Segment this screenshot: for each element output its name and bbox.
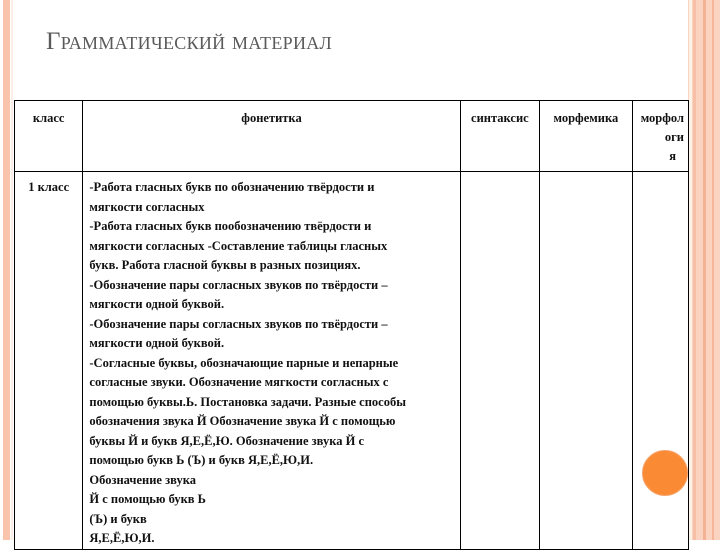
right-border-stripe (689, 0, 692, 540)
table-row (15, 172, 689, 550)
header-morphology-line: я (669, 149, 676, 163)
cell-syntax (460, 172, 539, 550)
header-class: класс (15, 101, 83, 172)
header-morphology-line: морфол (640, 111, 684, 125)
decorative-orange-circle-icon (642, 450, 688, 496)
phonetics-line: Я,Е,Ё,Ю,И. (89, 531, 155, 545)
left-border-stripe (3, 0, 10, 540)
phonetics-line: -Согласные буквы, обозначающие парные и непарные (89, 355, 399, 370)
phonetics-line: мягкости одной буквой. (89, 336, 225, 350)
phonetics-line: согласные звуки. Обозначение мягкости согласных с (89, 375, 389, 389)
cell-phonetics (83, 172, 460, 550)
table-header-row (15, 101, 689, 172)
left-border-stripe-thin (11, 0, 13, 540)
cell-morphemics (540, 172, 633, 550)
phonetics-line: -Обозначение пары согласных звуков по твёрдости – (89, 316, 388, 331)
phonetics-line: -Обозначение пары согласных звуков по твёрдости – (89, 277, 388, 292)
header-syntax: синтаксис (460, 101, 539, 172)
grammar-table (14, 100, 689, 550)
phonetics-line: -Работа гласных букв по обозначению твёрдости и (89, 180, 375, 194)
right-border-stripe (693, 0, 696, 540)
phonetics-line: мягкости согласных (89, 199, 205, 214)
phonetics-line: помощью буквы.Ь. Постановка задачи. Разные способы (89, 394, 406, 409)
right-border-stripe (712, 0, 714, 540)
phonetics-line: буквы Й и букв Я,Е,Ё,Ю. Обозначение звука Й с (89, 433, 365, 448)
phonetics-line: мягкости согласных -Составление таблицы гласных (89, 238, 388, 253)
phonetics-line: помощью букв Ь (Ъ) и букв Я,Е,Ё,Ю,И. (89, 453, 314, 467)
phonetics-line: Й с помощью букв Ь (89, 492, 206, 506)
slide-title: Грамматический материал (46, 28, 333, 55)
phonetics-line: (Ъ) и букв (89, 511, 147, 526)
phonetics-line: букв. Работа гласной буквы в разных позициях. (89, 258, 361, 272)
class-label: 1 класс (28, 180, 70, 194)
phonetics-line: Обозначение звука (89, 472, 196, 487)
cell-class (15, 172, 83, 550)
phonetics-line: -Работа гласных букв пообозначению твёрдости и (89, 219, 372, 233)
header-phonetics: фонетитка (83, 101, 460, 172)
phonetics-line: мягкости одной буквой. (89, 297, 225, 311)
header-morphology-line: оги (664, 130, 684, 144)
header-morphology (632, 101, 688, 172)
header-morphemics: морфемика (540, 101, 633, 172)
phonetics-line: обозначения звука Й Обозначение звука Й с помощью (89, 414, 396, 428)
right-border-stripe (703, 0, 706, 540)
